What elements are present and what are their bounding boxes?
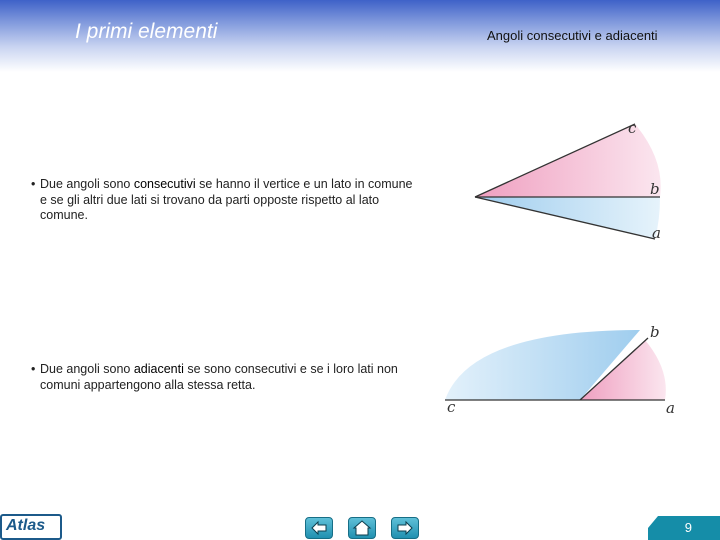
- keyword-consecutivi: consecutivi: [133, 177, 196, 191]
- header-bar: [0, 0, 720, 72]
- arrow-left-icon: [306, 518, 332, 538]
- bullet: •: [31, 177, 36, 191]
- keyword-adiacenti: adiacenti: [133, 362, 184, 376]
- text-after: se sono consecutivi e se i loro lati non comuni appartengono alla stessa retta.: [40, 362, 398, 392]
- text-after: se hanno il vertice e un lato in comune e se gli altri due lati si trovano da parti opposte rispetto al lato comune.: [40, 177, 413, 222]
- next-button[interactable]: [391, 517, 419, 539]
- label-b: b: [650, 323, 660, 341]
- label-a: a: [666, 399, 675, 417]
- page-subtitle: Angoli consecutivi e adiacenti: [487, 28, 658, 43]
- page-title: I primi elementi: [75, 20, 218, 43]
- atlas-logo: [0, 514, 62, 540]
- definition-adiacenti: [31, 362, 420, 393]
- page-number: 9: [684, 520, 692, 535]
- text-before: Due angoli sono: [40, 362, 134, 376]
- adjacent-angles-diagram: [440, 320, 690, 420]
- prev-button[interactable]: [305, 517, 333, 539]
- text-before: Due angoli sono: [40, 177, 134, 191]
- definition-consecutivi: [31, 177, 420, 224]
- label-c: c: [447, 398, 456, 416]
- label-a: a: [652, 224, 661, 242]
- home-button[interactable]: [348, 517, 376, 539]
- home-icon: [349, 518, 375, 538]
- consecutive-angles-diagram: [460, 110, 680, 250]
- page-number-box: [648, 516, 720, 540]
- bullet: •: [31, 362, 36, 376]
- logo-text: Atlas: [6, 517, 46, 534]
- arrow-right-icon: [392, 518, 418, 538]
- label-b: b: [650, 180, 660, 198]
- label-c: c: [628, 119, 637, 137]
